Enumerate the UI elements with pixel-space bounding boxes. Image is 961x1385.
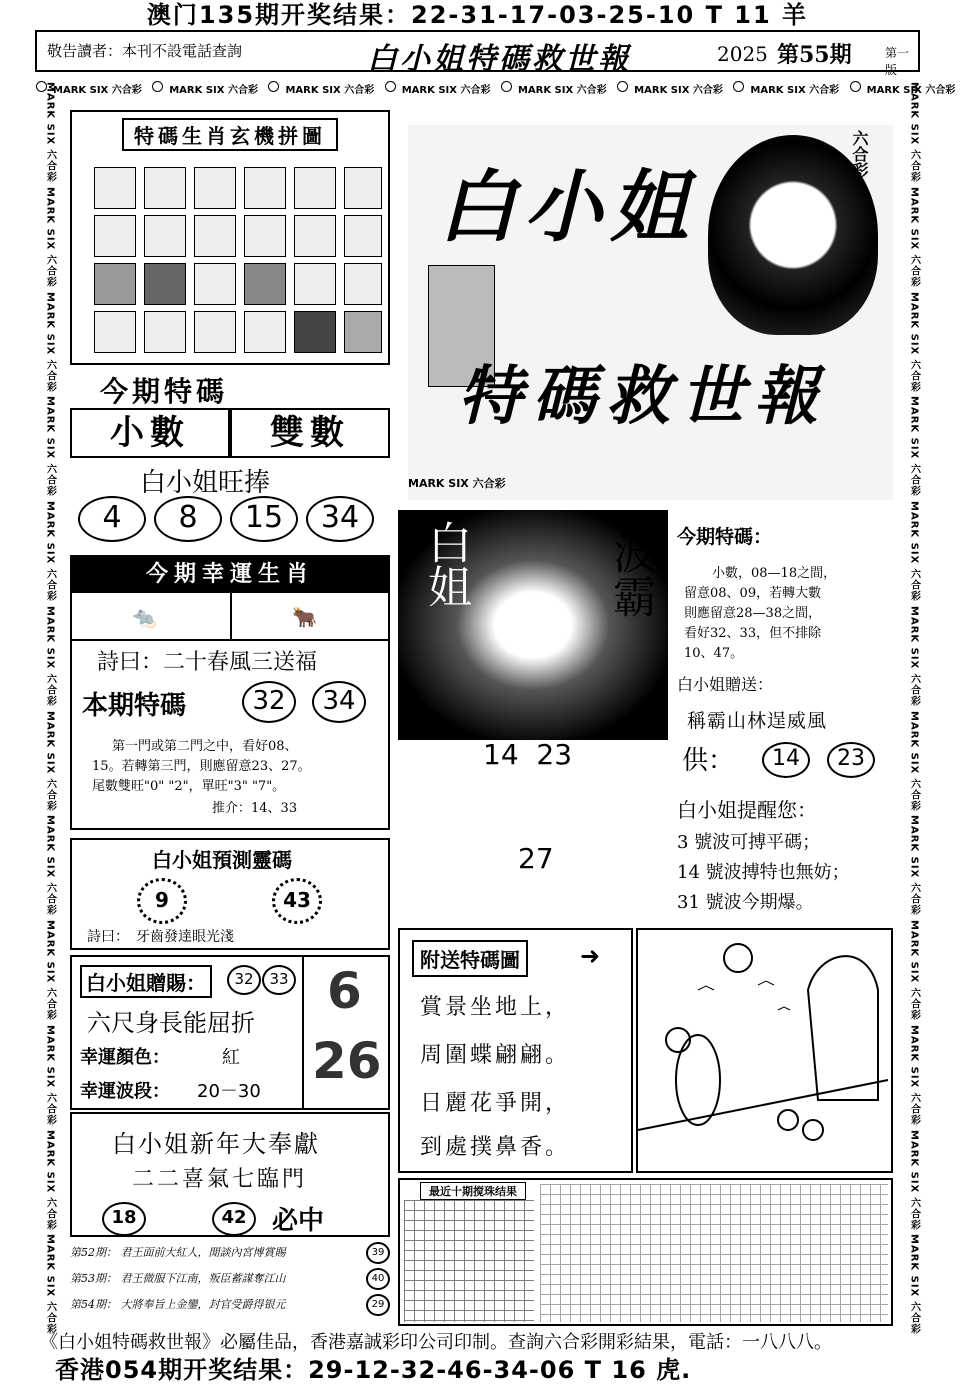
puzzle-piece [94, 263, 136, 305]
puzzle-piece [194, 215, 236, 257]
puzzle-piece [244, 167, 286, 209]
puzzle-piece [344, 311, 382, 353]
number-ball: 40 [366, 1268, 390, 1290]
small-number-label: 小數 [70, 408, 230, 458]
number-ball: 34 [312, 681, 366, 723]
puzzle-piece [294, 215, 336, 257]
reminder-box [672, 788, 892, 918]
lucky-color-value: 紅 [222, 1047, 240, 1068]
period-row: 第53期： 君王微服下江南，叛臣蓄謀奪江山 [70, 1272, 286, 1285]
period-list [70, 1240, 390, 1322]
header-bar [35, 30, 920, 77]
lucky-color-label: 幸運顏色： [80, 1047, 170, 1068]
predict-title: 白小姐預測靈碼 [152, 848, 292, 872]
right-info-box [672, 510, 892, 780]
puzzle-piece [244, 215, 286, 257]
puzzle-piece [144, 311, 186, 353]
period-row: 第52期： 君王面前大紅人，閒談內宮博賞賜 [70, 1246, 286, 1259]
photo-numbers-1: 14 23 [483, 738, 573, 771]
lucky-text-4: 推介：14、33 [212, 801, 298, 816]
big-number-2: 26 [312, 1032, 382, 1090]
puzzle-piece [294, 167, 336, 209]
number-ball: 8 [154, 496, 222, 542]
lucky-text-1: 第一門或第二門之中，看好08、 [112, 739, 298, 754]
top-result-banner: 澳门135期开奖结果：22-31-17-03-25-10 T 11 羊 [146, 1, 809, 29]
period-row: 第54期： 大將奉旨上金鑾，封官受爵得银元 [70, 1298, 286, 1311]
masthead-title: 白小姐特碼救世報 [367, 42, 631, 77]
flower-number: 43 [272, 878, 322, 924]
issue-year: 2025 [717, 42, 768, 66]
puzzle-title: 特碼生肖玄機拼圖 [122, 118, 338, 151]
reminder-title: 白小姐提醒您： [677, 798, 817, 822]
notice-text: 敬告讀者：本刊不設電話查詢 [47, 42, 243, 60]
banner-title: 白小姐 [438, 162, 697, 253]
ox-icon: 🐂 [292, 605, 317, 629]
puzzle-piece [94, 167, 136, 209]
results-grid [540, 1184, 888, 1322]
right-title: 今期特碼： [677, 526, 773, 548]
number-ball: 14 [762, 742, 810, 778]
newyear-poem: 二二喜氣七臨門 [132, 1167, 308, 1192]
lucky-text-2: 15。若轉第三門，則應留意23、27。 [92, 759, 311, 774]
puzzle-piece [144, 263, 186, 305]
number-ball: 33 [262, 965, 296, 995]
mark-six-strip: MARK SIX 六合彩 MARK SIX 六合彩 MARK SIX 六合彩 MARK SIX 六合彩 MARK SIX 六合彩 MARK SIX 六合彩 MARK SIX 六合彩 MARK SIX 六合彩 [35, 80, 915, 102]
gift-title: 白小姐贈送： [677, 675, 774, 694]
lucky-title: 今期幸運生肖 [72, 557, 388, 593]
right-line-3: 則應留意28—38之間， [684, 606, 822, 621]
wang-numbers [78, 496, 390, 542]
newyear-title: 白小姐新年大奉獻 [112, 1130, 320, 1158]
right-line-4: 看好32、33，但不排除 [684, 626, 822, 641]
lucky-text-3: 尾數雙旺"0" "2"，單旺"3" "7"。 [92, 779, 286, 794]
flower-number: 9 [137, 878, 187, 924]
number-ball: 34 [306, 496, 374, 542]
photo-section [398, 510, 668, 920]
lucky-poem: 詩曰：二十春風三送福 [97, 650, 318, 675]
special-title: 今期特碼 [100, 375, 229, 408]
results-title: 最近十期搅珠结果 [420, 1182, 526, 1200]
puzzle-piece [144, 167, 186, 209]
reminder-line-1: 3 號波可搏平碼； [677, 832, 821, 853]
photo-right-text: 波霸 [605, 530, 656, 618]
lucky-zodiac-box [70, 555, 390, 830]
results-list [404, 1200, 534, 1322]
right-line-1: 小數，08—18之間， [712, 566, 837, 581]
number-ball: 42 [212, 1202, 256, 1236]
photo-left-text: 白姐 [420, 520, 471, 608]
rat-icon: 🐀 [132, 605, 157, 629]
results-table [398, 1178, 893, 1326]
gift2-poem: 六尺身長能屈折 [87, 1009, 255, 1037]
banner-image [408, 125, 893, 500]
predict-poem: 詩曰： 牙齒發達眼光淺 [87, 929, 234, 945]
even-number-label: 雙數 [230, 408, 390, 458]
special-code-section [70, 370, 390, 550]
newyear-box [70, 1112, 390, 1237]
right-decor-column: MARK SIX 六合彩 MARK SIX 六合彩 MARK SIX 六合彩 MARK SIX 六合彩 MARK SIX 六合彩 MARK SIX 六合彩 MARK SIX 六合彩 MARK SIX 六合彩 MARK SIX 六合彩 MARK SIX 六合彩 MARK SIX 六合彩 MARK SIX 六合彩 [908, 82, 920, 1335]
attach-title: 附送特碼圖 [412, 940, 528, 977]
attach-poem-4: 到處撲鼻香。 [420, 1135, 571, 1160]
gift-label: 供： [682, 746, 735, 776]
predict-box [70, 838, 390, 950]
puzzle-piece [294, 311, 336, 353]
puzzle-piece [344, 263, 382, 305]
brand-small: 六合彩 [850, 130, 869, 178]
puzzle-piece [194, 263, 236, 305]
lucky-wave-value: 20－30 [197, 1081, 261, 1102]
attach-poem-3: 日麗花爭開， [420, 1091, 571, 1116]
puzzle-piece [344, 167, 382, 209]
puzzle-box [70, 110, 390, 365]
reminder-line-3: 31 號波今期爆。 [677, 892, 814, 913]
banner-logo: MARK SIX 六合彩 [408, 477, 506, 490]
number-ball: 4 [78, 496, 146, 542]
illustration-box [636, 928, 893, 1173]
arrow-right-icon: ➜ [580, 942, 601, 970]
footer-credit: 《白小姐特碼救世報》必屬佳品，香港嘉誠彩印公司印制。查詢六合彩開彩結果，電話：一八八八。 [40, 1332, 832, 1353]
gift-poem: 稱霸山林逞威風 [687, 710, 828, 732]
number-ball: 29 [366, 1294, 390, 1316]
zodiac-icons [72, 593, 388, 641]
banner-subtitle: 特碼救世報 [458, 359, 828, 434]
gift2-box [70, 955, 390, 1110]
number-ball: 32 [227, 965, 261, 995]
wang-title: 白小姐旺捧 [140, 468, 271, 498]
scholar-illustration [638, 930, 891, 1171]
photo-numbers-2: 27 [518, 842, 554, 875]
issue-number: 第55期 [777, 42, 852, 68]
attach-poem-1: 賞景坐地上， [420, 995, 571, 1020]
number-ball: 23 [827, 742, 875, 778]
puzzle-piece [344, 215, 382, 257]
big-number-1: 6 [327, 962, 362, 1020]
reminder-line-2: 14 號波搏特也無妨； [677, 862, 850, 883]
puzzle-piece [244, 311, 286, 353]
number-ball: 39 [366, 1242, 390, 1264]
number-ball: 15 [230, 496, 298, 542]
puzzle-piece [244, 263, 286, 305]
puzzle-piece [94, 311, 136, 353]
lucky-wave-label: 幸運波段： [80, 1081, 170, 1102]
puzzle-piece [194, 167, 236, 209]
puzzle-piece [294, 263, 336, 305]
sure-win-label: 必中 [272, 1206, 325, 1236]
right-line-2: 留意08、09，若轉大數 [684, 586, 822, 601]
puzzle-piece [194, 311, 236, 353]
bottom-result-banner: 香港054期开奖结果：29-12-32-46-34-06 T 16 虎. [55, 1356, 692, 1384]
attach-box [398, 928, 633, 1173]
number-ball: 32 [242, 681, 296, 723]
right-line-5: 10、47。 [684, 646, 744, 661]
lucky-label: 本期特碼 [82, 691, 187, 721]
gift2-title: 白小姐贈賜： [80, 965, 212, 998]
attach-poem-2: 周圍蝶翩翩。 [420, 1043, 571, 1068]
puzzle-piece [144, 215, 186, 257]
left-decor-column: MARK SIX 六合彩 MARK SIX 六合彩 MARK SIX 六合彩 MARK SIX 六合彩 MARK SIX 六合彩 MARK SIX 六合彩 MARK SIX 六合彩 MARK SIX 六合彩 MARK SIX 六合彩 MARK SIX 六合彩 MARK SIX 六合彩 MARK SIX 六合彩 [44, 82, 56, 1335]
edition-label: 第一版 [885, 46, 910, 77]
number-ball: 18 [102, 1202, 146, 1236]
puzzle-piece [94, 215, 136, 257]
